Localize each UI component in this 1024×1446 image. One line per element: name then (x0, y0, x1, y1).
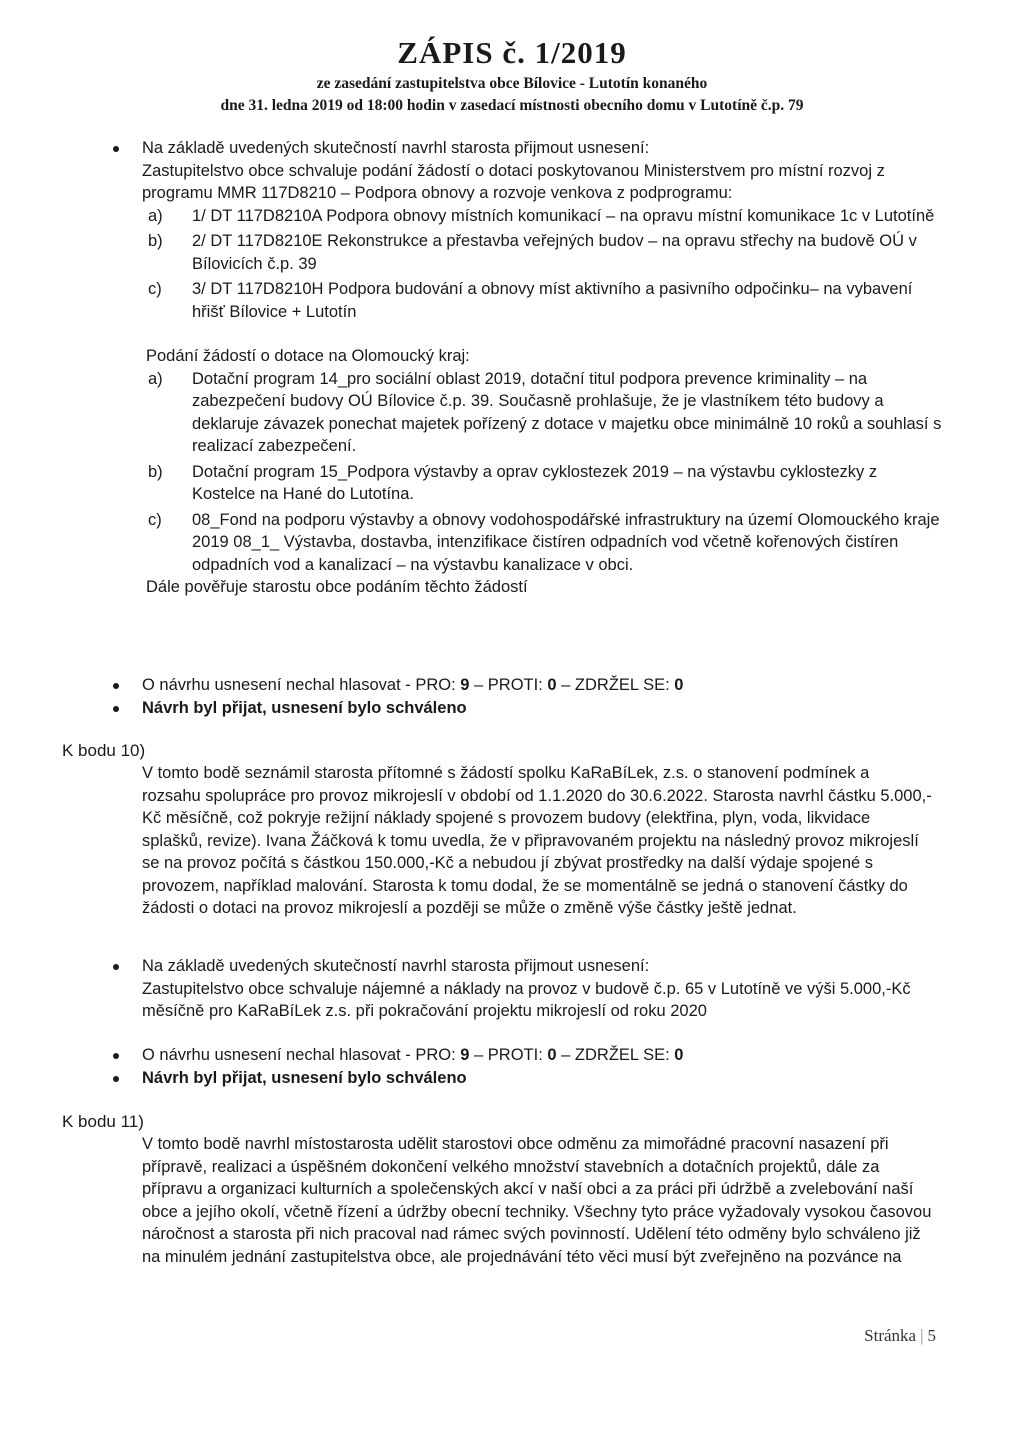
page-label: Stránka (864, 1326, 917, 1345)
resolution-paragraph: Zastupitelstvo obce schvaluje nájemné a náklady na provoz v budově č.p. 65 v Lutotíně ve výši 5.000,-Kč měsíčně pro KaRaBíLek z.s. při pokračování projektu mikrojeslí od roku 2020 (142, 979, 911, 1020)
olomouc-region-intro: Podání žádostí o dotace na Olomoucký kraj: (146, 347, 470, 365)
authorization-text: Dále pověřuje starostu obce podáním těchto žádostí (146, 578, 528, 596)
vote-pro-count: 9 (460, 676, 470, 694)
resolution-intro: Na základě uvedených skutečností navrhl starosta přijmout usnesení: (142, 955, 942, 978)
list-item-label: c) (148, 510, 162, 529)
list-item-label: b) (148, 462, 163, 481)
vote-line (142, 1044, 942, 1067)
document-header (0, 36, 1024, 116)
vote-zdrzel-count: 0 (674, 1046, 684, 1064)
resolution-section-2 (142, 955, 942, 1023)
page-title: ZÁPIS č. 1/2019 (397, 35, 627, 70)
vote-zdrzel-label: – ZDRŽEL SE: (556, 676, 675, 694)
vote-proti-label: – PROTI: (469, 676, 548, 694)
vote-section-2 (142, 1044, 942, 1089)
vote-line (142, 674, 942, 697)
list-item-label: c) (148, 280, 162, 298)
list-item (142, 461, 942, 506)
list-item-text: Dotační program 14_pro sociální oblast 2019, dotační titul podpora prevence kriminality – na zabezpečení budovy OÚ Bílovice č.p. 39. Současně prohlašuje, že je vlastníkem této budovy a deklaruje závazek ponechat majetek pořízený z dotace v majetku obce minimálně 10 roků a souhlasí s realizací zabezpečení. (192, 369, 942, 455)
resolution-section-1 (142, 137, 942, 599)
vote-prefix: O návrhu usnesení nechal hlasovat - PRO: (142, 676, 461, 694)
list-item (142, 205, 942, 228)
list-item (142, 278, 942, 323)
section-heading: K bodu 11) (62, 1112, 144, 1131)
vote-result: Návrh byl přijat, usnesení bylo schváleno (142, 697, 942, 720)
resolution-paragraph: Zastupitelstvo obce schvaluje podání žádostí o dotaci poskytovanou Ministerstvem pro místní rozvoj z programu MMR 117D8210 – Podpora obnovy a rozvoje venkova z podprogramu: (142, 161, 885, 202)
vote-pro-count: 9 (460, 1046, 470, 1064)
list-item-text: 2/ DT 117D8210E Rekonstrukce a přestavba veřejných budov – na opravu střechy na budově OÚ v Bílovicích č.p. 39 (192, 232, 917, 273)
list-item (142, 509, 942, 577)
list-item-text: 08_Fond na podporu výstavby a obnovy vodohospodářské infrastruktury na území Olomouckého kraje 2019 08_1_ Výstavba, dostavba, intenzifikace čistíren odpadních vod včetně kořenových čistíren odpadních vod a kanalizací – na výstavbu kanalizace v obci. (192, 510, 940, 574)
list-item-label: b) (148, 232, 163, 250)
list-item-label: a) (148, 369, 163, 388)
vote-zdrzel-count: 0 (674, 676, 684, 694)
vote-zdrzel-label: – ZDRŽEL SE: (556, 1046, 675, 1064)
list-item (142, 230, 942, 275)
list-item-text: 3/ DT 117D8210H Podpora budování a obnovy míst aktivního a pasivního odpočinku– na vybavení hřišť Bílovice + Lutotín (192, 280, 913, 321)
resolution-intro: Na základě uvedených skutečností navrhl starosta přijmout usnesení: (142, 137, 942, 160)
meeting-subtitle: ze zasedání zastupitelstva obce Bílovice - Lutotín konaného (316, 75, 708, 92)
page-footer (864, 1326, 936, 1346)
meeting-date-location: dne 31. ledna 2019 od 18:00 hodin v zasedací místnosti obecního domu v Lutotíně č.p. 79 (220, 97, 804, 114)
list-item (142, 368, 942, 458)
vote-prefix: O návrhu usnesení nechal hlasovat - PRO: (142, 1046, 461, 1064)
vote-proti-count: 0 (547, 676, 557, 694)
footer-separator: | (920, 1326, 924, 1345)
list-item-label: a) (148, 206, 163, 225)
vote-result: Návrh byl přijat, usnesení bylo schváleno (142, 1067, 942, 1090)
vote-proti-label: – PROTI: (469, 1046, 548, 1064)
section-text: V tomto bodě navrhl místostarosta udělit starostovi obce odměnu za mimořádné pracovní nasazení při přípravě, realizaci a úspěšném dokončení velkého množství stavebních a dotačních projektů, dále za přípravu a organizaci kulturních a společenských akcí v naší obci a za práci při údržbě a zvelebování naší obce a jejího okolí, včetně řízení a údržby obecní techniky. Všechny tyto práce vyžadovaly vysokou časovou náročnost a starosta při nich pracoval nad rámec svých povinností. Udělení této odměny bylo schváleno již na minulém jednání zastupitelstva obce, ale projednávání této věci musí být zveřejněno na pozvánce na (142, 1135, 932, 1266)
vote-section-1 (142, 674, 942, 719)
section-heading: K bodu 10) (62, 741, 146, 760)
vote-proti-count: 0 (547, 1046, 557, 1064)
list-item-text: Dotační program 15_Podpora výstavby a oprav cyklostezek 2019 – na výstavbu cyklostezky z Kostelce na Hané do Lutotína. (192, 462, 878, 503)
page-number: 5 (927, 1326, 936, 1345)
list-item-text: 1/ DT 117D8210A Podpora obnovy místních komunikací – na opravu místní komunikace 1c v Lutotíně (192, 206, 935, 225)
section-text: V tomto bodě seznámil starosta přítomné s žádostí spolku KaRaBíLek, z.s. o stanovení podmínek a rozsahu spolupráce pro provoz mikrojeslí v období od 1.1.2020 do 30.6.2022. Starosta navrhl částku 5.000,-Kč měsíčně, což pokryje režijní náklady spojené s provozem budovy (elektřina, plyn, voda, likvidace splašků, revize). Ivana Žáčková k tomu uvedla, že v připravovaném projektu na následný provoz mikrojeslí se na provoz počítá s částkou 150.000,-Kč a nebudou jí zbývat prostředky na další výdaje spojené s provozem, například malování. Starosta k tomu dodal, že se momentálně se jedná o stanovení částky do žádosti o dotaci na provoz mikrojeslí a později se může o změně výše částky ještě jednat. (142, 764, 932, 917)
